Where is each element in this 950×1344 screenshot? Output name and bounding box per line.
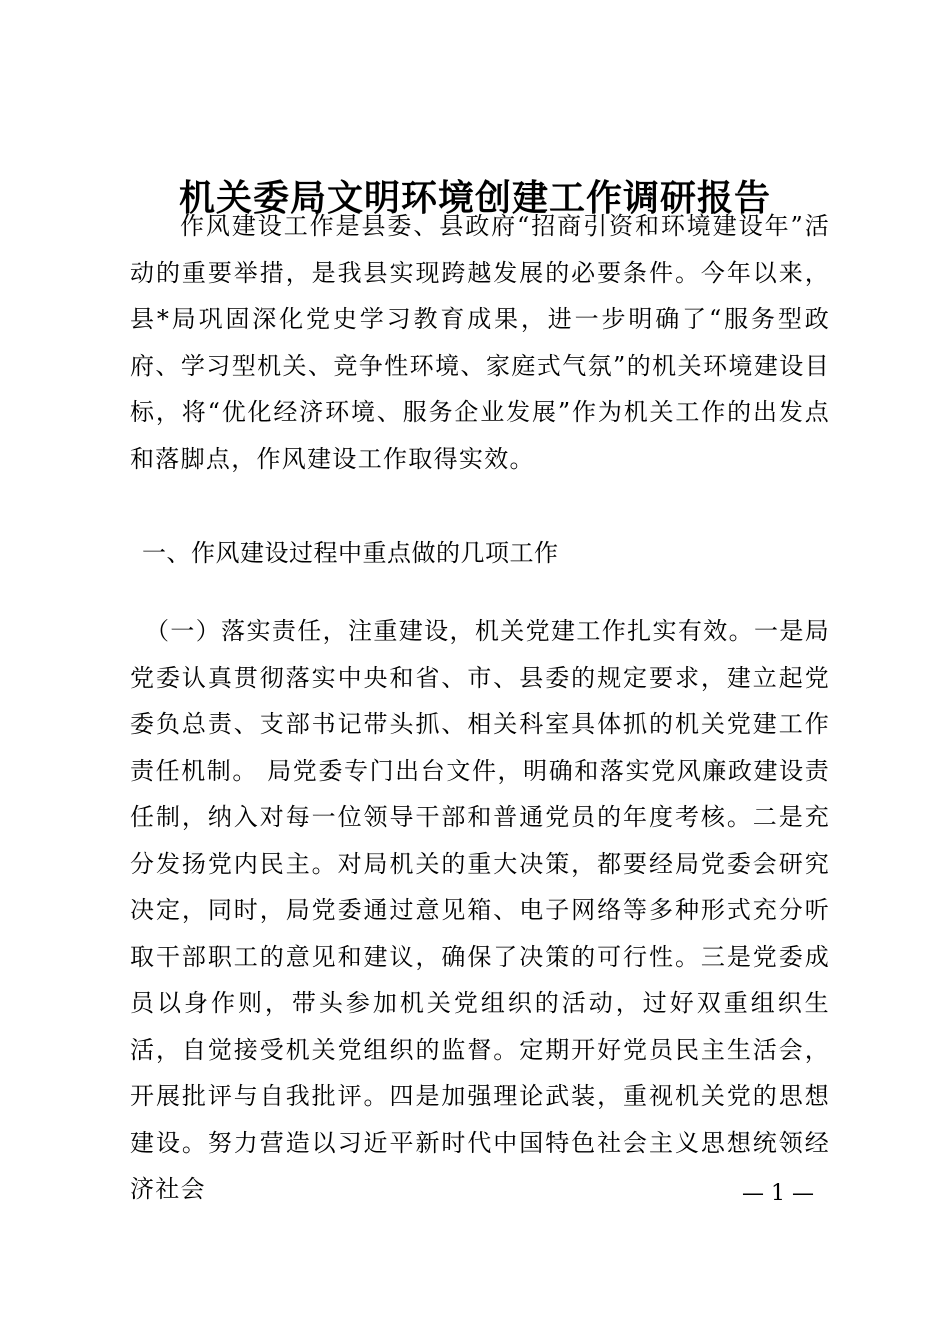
section-paragraph: （一）落实责任，注重建设，机关党建工作扎实有效。一是局党委认真贯彻落实中央和省、市、县委的规定要求，建立起党委负总责、支部书记带头抓、相关科室具体抓的机关党建工作责任机制。 局党委专门出台文件，明确和落实党风廉政建设责任制，纳入对每一位领导干部和普通党员的年度考核。二是充分发扬党内民主。对局机关的重大决策，都要经局党委会研究决定，同时，局党委通过意见箱、电子网络等多种形式充分听取干部职工的意见和建议，确保了决策的可行性。三是党委成员以身作则，带头参加机关党组织的活动，过好双重组织生活，自觉接受机关党组织的监督。定期开好党员民主生活会，开展批评与自我批评。四是加强理论武装，重视机关党的思想建设。努力营造以习近平新时代中国特色社会主义思想统领经济社会 <box>130 617 830 1203</box>
page-number: — 1 — <box>742 1181 814 1206</box>
section-heading: 一、作风建设过程中重点做的几项工作 <box>142 539 559 567</box>
document-title: 机关委局文明环境创建工作调研报告 <box>178 177 771 219</box>
intro-paragraph: 作风建设工作是县委、县政府“招商引资和环境建设年”活动的重要举措，是我县实现跨越发展的必要条件。今年以来，县*局巩固深化党史学习教育成果，进一步明确了“服务型政府、学习型机关、竞争性环境、家庭式气氛”的机关环境建设目标，将“优化经济环境、服务企业发展”作为机关工作的出发点和落脚点，作风建设工作取得实效。 <box>130 212 830 473</box>
